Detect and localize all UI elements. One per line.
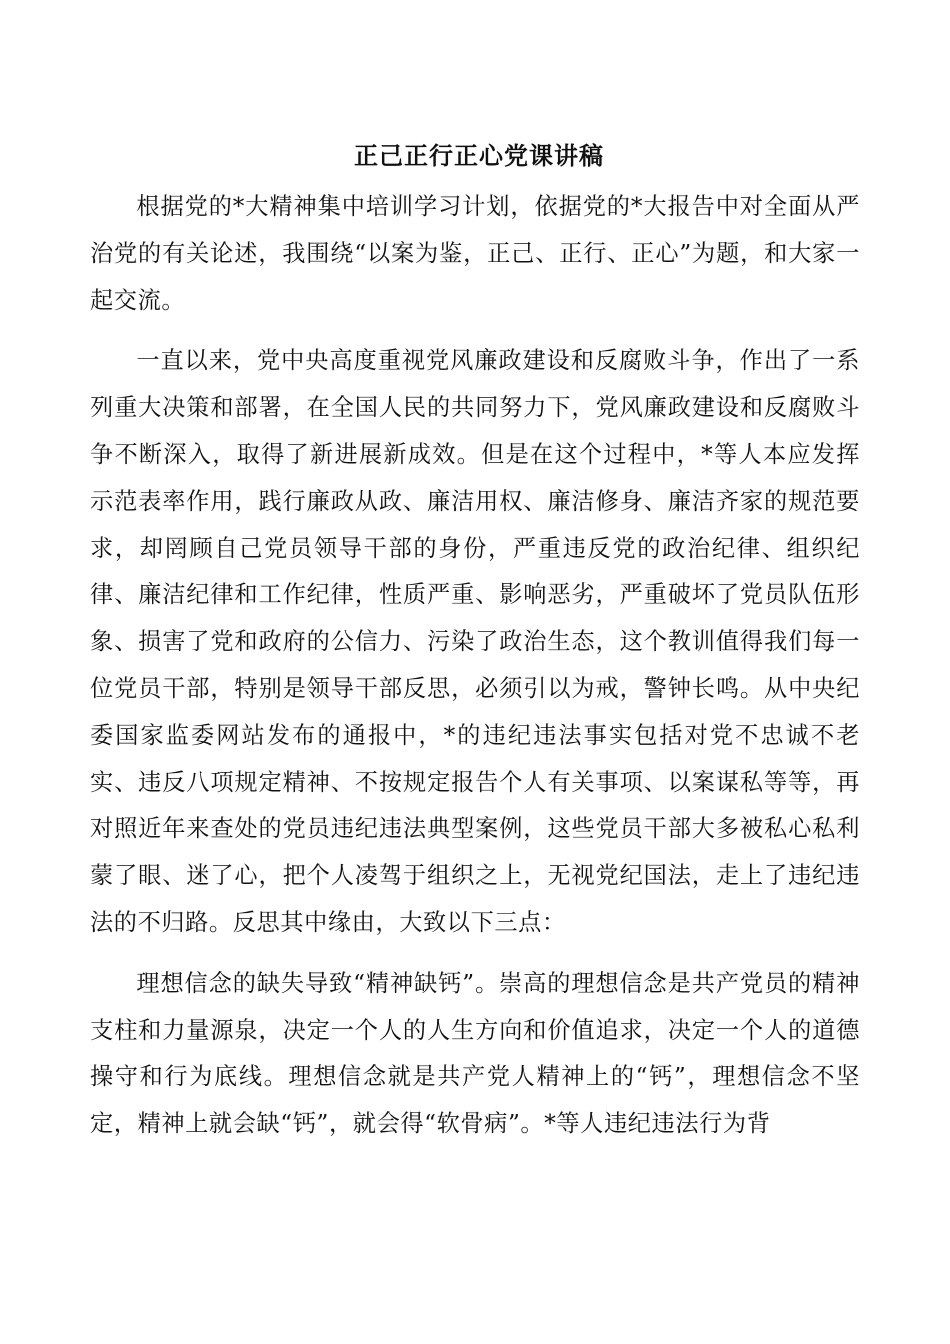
document-title: 正己正行正心党课讲稿 — [354, 141, 604, 170]
paragraph-ideals: 理想信念的缺失导致“精神缺钙”。崇高的理想信念是共产党员的精神支柱和力量源泉，决定一个人的人生方向和价值追求，决定一个人的道德操守和行为底线。理想信念就是共产党人精神上的“钙”，理想信念不坚定，精神上就会缺“钙”，就会得“软骨病”。*等人违纪违法行为背 — [90, 969, 860, 1138]
paragraph-intro: 根据党的*大精神集中培训学习计划，依据党的*大报告中对全面从严治党的有关论述，我围绕“以案为鉴，正己、正行、正心”为题，和大家一起交流。 — [90, 193, 860, 314]
paragraph-background: 一直以来，党中央高度重视党风廉政建设和反腐败斗争，作出了一系列重大决策和部署，在全国人民的共同努力下，党风廉政建设和反腐败斗争不断深入，取得了新进展新成效。但是在这个过程中，*等人本应发挥示范表率作用，践行廉政从政、廉洁用权、廉洁修身、廉洁齐家的规范要求，却罔顾自己党员领导干部的身份，严重违反党的政治纪律、组织纪律、廉洁纪律和工作纪律，性质严重、影响恶劣，严重破坏了党员队伍形象、损害了党和政府的公信力、污染了政治生态，这个教训值得我们每一位党员干部，特别是领导干部反思，必须引以为戒，警钟长鸣。从中央纪委国家监委网站发布的通报中，*的违纪违法事实包括对党不忠诚不老实、违反八项规定精神、不按规定报告个人有关事项、以案谋私等等，再对照近年来查处的党员违纪违法典型案例，这些党员干部大多被私心私利蒙了眼、迷了心，把个人凌驾于组织之上，无视党纪国法，走上了违纪违法的不归路。反思其中缘由，大致以下三点： — [90, 347, 860, 936]
